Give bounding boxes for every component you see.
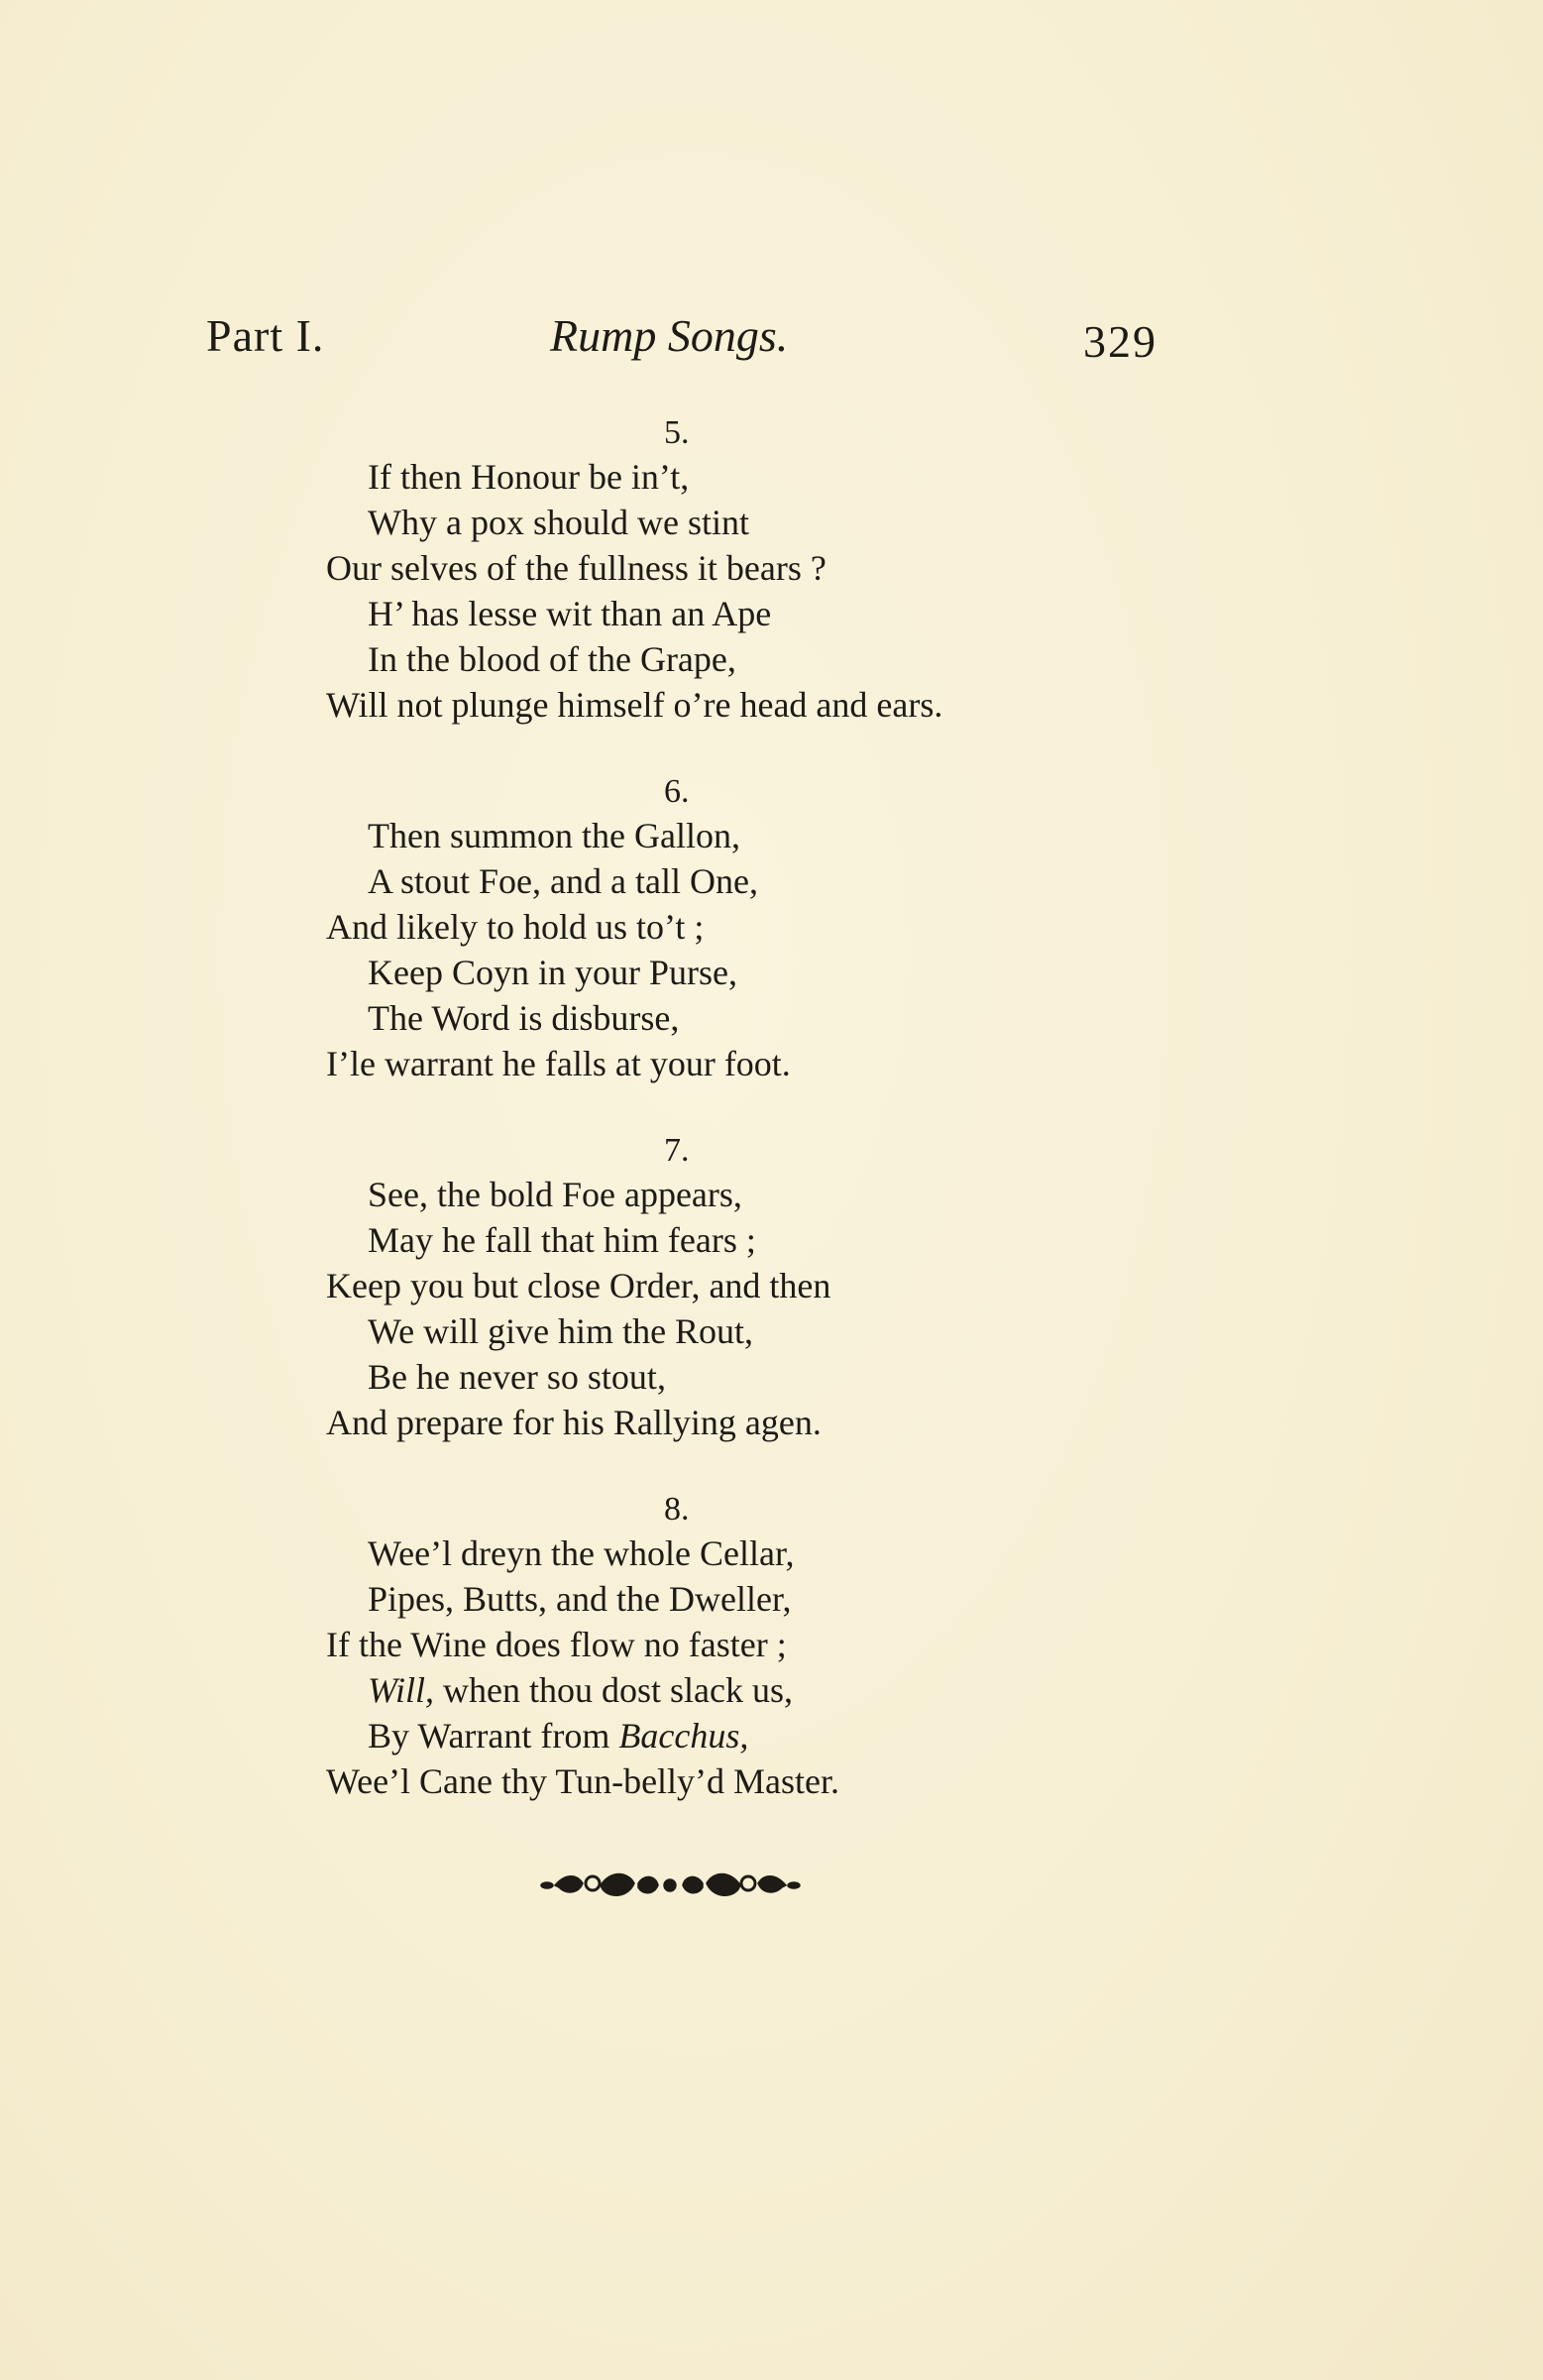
italic-name-bacchus: Bacchus, — [618, 1716, 749, 1756]
verse-line: A stout Foe, and a tall One, — [368, 861, 758, 901]
verse-line: Pipes, Butts, and the Dweller, — [368, 1579, 792, 1619]
verse-line: And prepare for his Rallying agen. — [326, 1403, 822, 1442]
verse-line: Wee’l dreyn the whole Cellar, — [368, 1533, 795, 1573]
italic-name-will: Will, — [368, 1670, 435, 1710]
page-number: 329 — [1083, 316, 1157, 367]
ornament-flourish-icon — [539, 1866, 802, 1905]
verse-line: In the blood of the Grape, — [368, 639, 736, 679]
verse-line: The Word is disburse, — [368, 998, 680, 1038]
verse-line: H’ has lesse wit than an Ape — [368, 594, 772, 633]
verse-line: Keep you but close Order, and then — [326, 1266, 831, 1305]
verse-line — [368, 1715, 748, 1757]
part-label: Part I. — [206, 310, 325, 361]
stanza-number: 6. — [664, 773, 690, 810]
verse-line: Why a pox should we stint — [368, 503, 749, 542]
stanza-number: 7. — [664, 1132, 690, 1169]
verse-line: If the Wine does flow no faster ; — [326, 1625, 787, 1664]
verse-line-text: when thou dost slack us, — [443, 1670, 793, 1710]
verse-line: And likely to hold us to’t ; — [326, 907, 705, 947]
verse-line: Keep Coyn in your Purse, — [368, 953, 737, 992]
verse-line — [368, 1669, 793, 1711]
stanza-number: 8. — [664, 1491, 690, 1528]
verse-line-text: By Warrant from — [368, 1716, 610, 1756]
running-header — [0, 309, 1543, 379]
verse-line: Then summon the Gallon, — [368, 816, 740, 855]
verse-line: I’le warrant he falls at your foot. — [326, 1044, 791, 1083]
verse-line: We will give him the Rout, — [368, 1311, 754, 1351]
stanza-number: 5. — [664, 414, 690, 451]
verse-line: Our selves of the fullness it bears ? — [326, 548, 827, 588]
running-title: Rump Songs. — [550, 310, 789, 361]
verse-line: Will not plunge himself o’re head and ears. — [326, 685, 943, 725]
verse-line: See, the bold Foe appears, — [368, 1175, 742, 1214]
verse-line: If then Honour be in’t, — [368, 457, 690, 497]
verse-line: Wee’l Cane thy Tun-belly’d Master. — [326, 1761, 840, 1801]
verse-line: May he fall that him fears ; — [368, 1220, 756, 1260]
verse-line: Be he never so stout, — [368, 1357, 666, 1397]
